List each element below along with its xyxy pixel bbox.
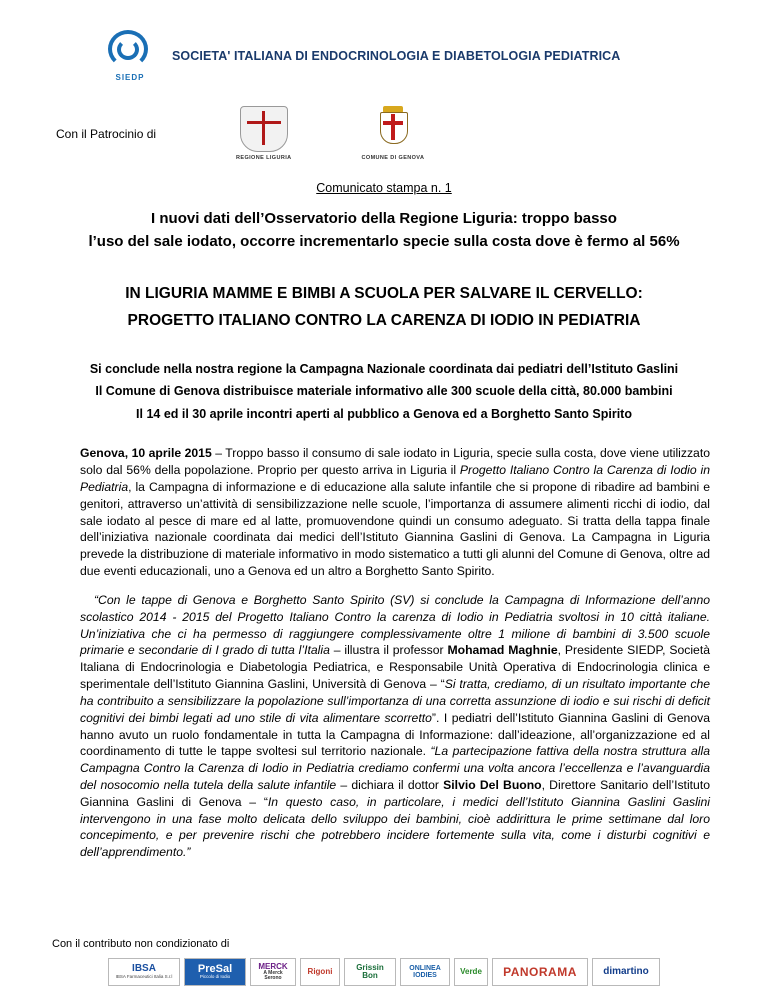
press-subtitle-2: Il Comune di Genova distribuisce materiale informativo alle 300 scuole della città, 80.000 bambini bbox=[95, 384, 673, 399]
body-p1-b: , la Campagna di informazione e di educazione alla salute infantile che si propone di ribadire ad bambini e genitori, attraverso un’attività di sensibilizzazione nelle scuole, l’importanza di assumere alimenti ricchi di iodio, dal sale iodato al pesce di mare ed al latte, promuovendone quindi un consumo adeguato. Si tratta della tappa finale dell’iniziativa nazionale coordinata dai medici dell’Istituto Giannina Gaslini di Genova. La Campagna in Liguria prevede la distribuzione di materiale informativo in modo sistematico a tutti gli alunni del Comune di Genova, oltre ad due eventi educazionali, uno a Genova ed un altro a Borghetto Santo Spirito. bbox=[80, 479, 710, 579]
body-p1-italic: Progetto Italiano Contro la Carenza di Iodio in Pediatria bbox=[80, 463, 710, 494]
genova-shield-icon bbox=[371, 106, 415, 152]
press-title-line-2: l’uso del sale iodato, occorre incrementarlo specie sulla costa dove è fermo al 56% bbox=[88, 233, 680, 251]
sponsor-label: Con il contributo non condizionato di bbox=[52, 938, 230, 950]
genova-crest-caption: COMUNE DI GENOVA bbox=[361, 155, 425, 161]
sponsor-logo-dimartino: dimartino bbox=[592, 958, 660, 986]
sponsor-logo-ibsa bbox=[108, 958, 180, 986]
sponsor-logo-merck bbox=[250, 958, 296, 986]
siedp-logo-icon bbox=[102, 30, 158, 82]
regione-liguria-crest bbox=[236, 106, 292, 161]
body-quote-4: In questo caso, in particolare, i medici dell’Istituto Giannina Gaslini Gaslini intervengono in una fase molto delicata dello sviluppo dei bambini, cioè addirittura le prime settimane dal loro concepimento, e per prevenire rischi che potrebbero incidere fortemente sulla vita, come i disturbi cognitivi e dell’apprendimento.” bbox=[80, 794, 710, 860]
press-subtitle-1: Si conclude nella nostra regione la Campagna Nazionale coordinata dai pediatri dell’Istituto Gaslini bbox=[89, 361, 679, 376]
sponsor-name-presal: PreSal bbox=[197, 962, 233, 975]
sponsor-logo-presal bbox=[184, 958, 246, 986]
liguria-crest-caption: REGIONE LIGURIA bbox=[236, 155, 292, 161]
press-headline bbox=[24, 280, 744, 334]
dateline: Genova, 10 aprile 2015 bbox=[80, 446, 212, 461]
document-footer bbox=[0, 938, 768, 986]
press-release-number: Comunicato stampa n. 1 bbox=[316, 181, 452, 195]
body-quote-3: “La partecipazione fattiva della nostra struttura alla Campagna Contro la Carenza di Iodio in Pediatria crediamo confermi una volta ancora l’eccellenza e l’avanguardia del nosocomio nella tutela della salute infantile bbox=[80, 744, 710, 792]
speaker-name-1: Mohamad Maghnie bbox=[447, 643, 558, 658]
press-title-line-1: I nuovi dati dell’Osservatorio della Regione Liguria: troppo basso bbox=[151, 210, 617, 227]
liguria-shield-icon bbox=[240, 106, 288, 152]
body-p2-d: – dichiara il dottor bbox=[336, 777, 444, 792]
sponsor-logo-verde: Verde bbox=[454, 958, 488, 986]
body-p2-c: ”. I pediatri dell’Istituto Giannina Gaslini di Genova hanno avuto un ruolo fondamentale in tutta la Campagna di Informazione: dall’ideazione, all’organizzazione ed al coordinamento di tutte le tappe svoltesi sul territorio nazionale. bbox=[80, 710, 710, 759]
sponsor-logo-rigoni: Rigoni bbox=[300, 958, 340, 986]
sponsor-name-merck: MERCK bbox=[258, 961, 288, 971]
comune-genova-crest bbox=[362, 106, 425, 161]
organization-name: SOCIETA' ITALIANA DI ENDOCRINOLOGIA E DIABETOLOGIA PEDIATRICA bbox=[172, 49, 621, 63]
patronage-label: Con il Patrocinio di bbox=[56, 126, 157, 141]
sponsor-name-ibsa: IBSA bbox=[132, 963, 156, 975]
body-p1-a: – Troppo basso il consumo di sale iodato in Liguria, specie sulla costa, dove viene utilizzato solo dal 56% della popolazione. Proprio per questo arriva in Liguria il bbox=[80, 446, 710, 478]
sponsor-logo-onlinea-iodies: ONLINEA IODIES bbox=[400, 958, 450, 986]
sponsor-logo-panorama: PANORAMA bbox=[492, 958, 588, 986]
press-headline-line-2: PROGETTO ITALIANO CONTRO LA CARENZA DI IODIO IN PEDIATRIA bbox=[127, 311, 641, 329]
press-title bbox=[24, 207, 744, 254]
siedp-logo-text: SIEDP bbox=[115, 73, 145, 82]
body-paragraph-2 bbox=[80, 592, 710, 861]
body-quote-1: “Con le tappe di Genova e Borghetto Santo Spirito (SV) si conclude la Campagna di Informazione dell’anno scolastico 2014 - 2015 del Progetto Italiano Contro la carenza di Iodio in Pediatria svoltosi in 10 città italiane. Un’iniziativa che ci ha permesso di raggiungere complessivamente oltre 1 milione di bambini di 3.500 scuole primarie e secondarie di I grado di tutta l’Italia bbox=[80, 592, 710, 658]
document-header bbox=[24, 30, 744, 82]
body-quote-2: Si tratta, crediamo, di un risultato importante che ha contribuito a sensibilizzare la popolazione sull’importanza di una corretta assunzione di iodio e sui rischi di deficit cognitivi dei bimbi legati ad uno stile di vita alimentare scorretto bbox=[80, 677, 711, 725]
patronage-row bbox=[24, 106, 744, 161]
body-p2-a: – illustra il professor bbox=[329, 643, 448, 658]
sponsor-sub-merck: A Merck Serono bbox=[263, 969, 283, 982]
speaker-name-2: Silvio Del Buono bbox=[443, 777, 542, 792]
body-p2-e: , Direttore Sanitario dell’Istituto Giannina Gaslini di Genova – “ bbox=[80, 777, 710, 809]
body-paragraph-1 bbox=[80, 445, 710, 580]
press-body bbox=[24, 445, 744, 861]
sponsor-logos bbox=[0, 958, 768, 986]
sponsor-sub-ibsa: IBSA Farmaceutici Italia S.r.l bbox=[115, 973, 173, 979]
press-headline-line-1: IN LIGURIA MAMME E BIMBI A SCUOLA PER SALVARE IL CERVELLO: bbox=[125, 284, 643, 302]
body-p2-b: , Presidente SIEDP, Società Italiana di Endocrinologia e Diabetologia Pediatrica, e Responsabile Unità Operativa di Endocrinologia clinica e sperimentale dell’Istituto Giannina Gaslini, Università di Genova – “ bbox=[80, 643, 710, 692]
press-subtitle-3: Il 14 ed il 30 aprile incontri aperti al pubblico a Genova ed a Borghetto Santo Spirito bbox=[136, 406, 632, 421]
sponsor-sub-presal: Piccolo di Iodio bbox=[199, 974, 231, 980]
sponsor-logo-grissinbon: Grissin Bon bbox=[344, 958, 396, 986]
